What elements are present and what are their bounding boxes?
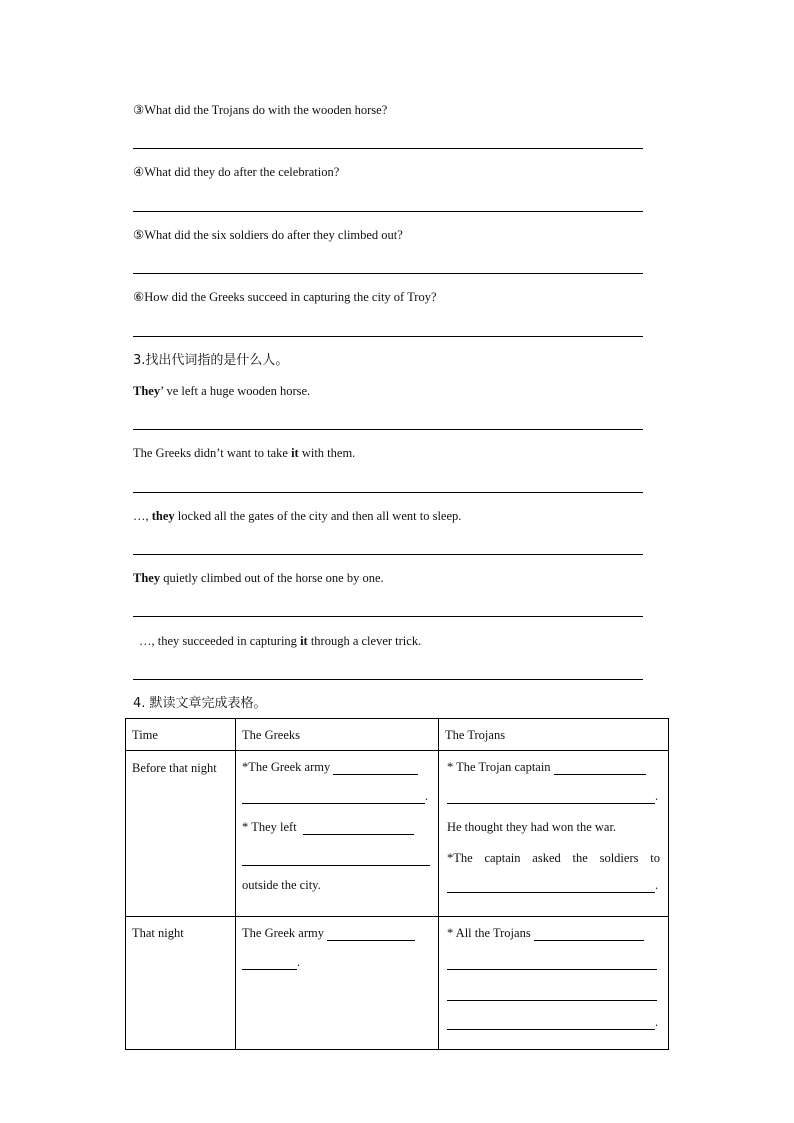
- question-3: ③What did the Trojans do with the wooden horse?: [133, 103, 388, 117]
- blank-all-trojans[interactable]: [534, 928, 644, 941]
- pronoun-item-1: They’ ve left a huge wooden horse.: [133, 384, 311, 398]
- blank-greek-army-night[interactable]: [327, 928, 415, 941]
- blank-greek-army-night-cont[interactable]: [242, 957, 297, 970]
- pronoun-answer-line-3[interactable]: [133, 554, 643, 555]
- answer-line-3[interactable]: [133, 148, 643, 149]
- pronoun-answer-line-5[interactable]: [133, 679, 643, 680]
- pronoun-item-2: The Greeks didn’t want to take it with them.: [133, 446, 356, 460]
- blank-captain-asked[interactable]: [447, 880, 655, 893]
- pronoun-item-4: They quietly climbed out of the horse one by one.: [133, 571, 384, 585]
- pronoun-answer-line-2[interactable]: [133, 492, 643, 493]
- section-4-title: 4. 默读文章完成表格。: [133, 696, 267, 711]
- question-6: ⑥How did the Greeks succeed in capturing the city of Troy?: [133, 290, 437, 304]
- pronoun-item-3: …, they locked all the gates of the city and then all went to sleep.: [133, 509, 462, 523]
- cell-greeks-before: *The Greek army . * They left outside the city.: [236, 751, 439, 917]
- blank-all-trojans-3[interactable]: [447, 988, 657, 1001]
- blank-all-trojans-2[interactable]: [447, 957, 657, 970]
- cell-trojans-before: * The Trojan captain . He thought they had won the war. *The captain asked the soldiers to .: [438, 751, 668, 917]
- pronoun-answer-line-1[interactable]: [133, 429, 643, 430]
- reading-table: [125, 718, 669, 1050]
- blank-all-trojans-4[interactable]: [447, 1017, 655, 1030]
- table-row-before-night: [126, 751, 669, 917]
- header-greeks: The Greeks: [236, 719, 439, 751]
- cell-greeks-night: The Greek army .: [236, 917, 439, 1050]
- question-4: ④What did they do after the celebration?: [133, 165, 340, 179]
- pronoun-item-5: …, they succeeded in capturing it through a clever trick.: [139, 634, 422, 648]
- blank-greek-army[interactable]: [333, 762, 418, 775]
- header-trojans: The Trojans: [438, 719, 668, 751]
- cell-time-before: Before that night: [126, 751, 236, 917]
- answer-line-5[interactable]: [133, 273, 643, 274]
- section-3-title: 3.找出代词指的是什么人。: [133, 353, 289, 368]
- blank-they-left[interactable]: [303, 822, 414, 835]
- answer-line-6[interactable]: [133, 336, 643, 337]
- question-5: ⑤What did the six soldiers do after they climbed out?: [133, 228, 403, 242]
- cell-trojans-night: * All the Trojans .: [438, 917, 668, 1050]
- pronoun-answer-line-4[interactable]: [133, 616, 643, 617]
- cell-time-night: That night: [126, 917, 236, 1050]
- header-time: Time: [126, 719, 236, 751]
- table-row-that-night: [126, 917, 669, 1050]
- answer-line-4[interactable]: [133, 211, 643, 212]
- blank-greek-army-cont[interactable]: [242, 791, 425, 804]
- blank-trojan-captain-cont[interactable]: [447, 791, 655, 804]
- table-header-row: [126, 719, 669, 751]
- blank-trojan-captain[interactable]: [554, 762, 646, 775]
- blank-they-left-cont[interactable]: [242, 853, 430, 866]
